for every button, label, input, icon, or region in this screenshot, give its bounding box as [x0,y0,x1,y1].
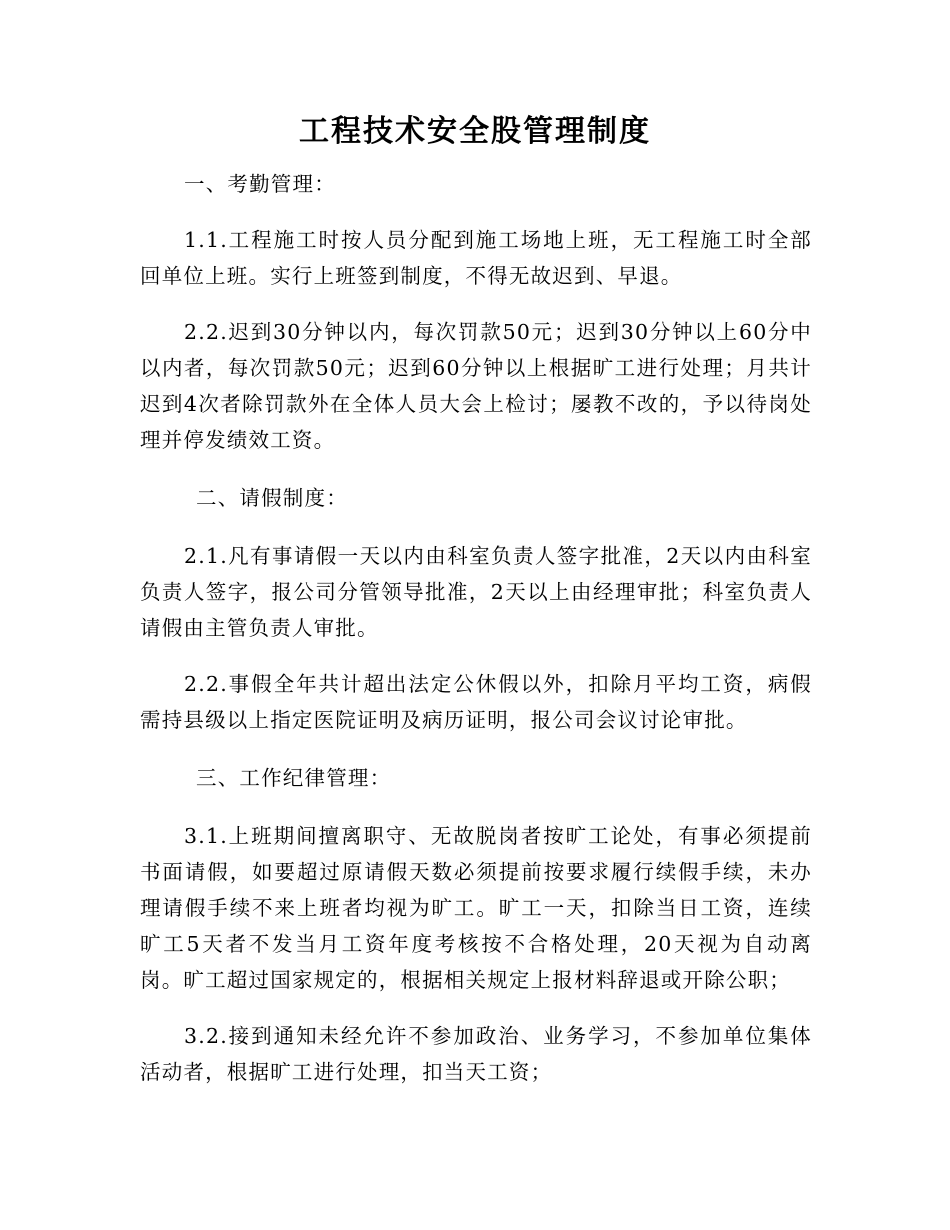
section-heading-discipline: 三、工作纪律管理： [196,766,392,790]
paragraph-3-1: 3.1.上班期间擅离职守、无故脱岗者按旷工论处，有事必须提前书面请假，如要超过原请假天数必须提前按要求履行续假手续，未办理请假手续不来上班者均视为旷工。旷工一天，扣除当日工资，连续旷工5天者不发当月工资年度考核按不合格处理，20天视为自动离岗。旷工超过国家规定的，根据相关规定上报材料辞退或开除公职； [140,824,812,992]
section-heading-attendance: 一、考勤管理： [184,172,336,196]
paragraph-3-2: 3.2.接到通知未经允许不参加政治、业务学习，不参加单位集体活动者，根据旷工进行处理，扣当天工资； [140,1024,812,1084]
document-body [140,166,812,1090]
paragraph-2-2: 2.2.事假全年共计超出法定公休假以外，扣除月平均工资，病假需持县级以上指定医院证明及病历证明，报公司会议讨论审批。 [140,672,812,732]
paragraph-2-1: 2.1.凡有事请假一天以内由科室负责人签字批准，2天以内由科室负责人签字，报公司分管领导批准，2天以上由经理审批；科室负责人请假由主管负责人审批。 [140,544,812,640]
paragraph-1-2: 2.2.迟到30分钟以内，每次罚款50元；迟到30分钟以上60分中以内者，每次罚款50元；迟到60分钟以上根据旷工进行处理；月共计迟到4次者除罚款外在全体人员大会上检讨；屡教不改的，予以待岗处理并停发绩效工资。 [140,320,812,452]
section-heading-leave: 二、请假制度： [196,486,348,510]
document-title: 工程技术安全股管理制度 [299,114,651,149]
paragraph-1-1: 1.1.工程施工时按人员分配到施工场地上班，无工程施工时全部回单位上班。实行上班签到制度，不得无故迟到、早退。 [140,228,812,288]
